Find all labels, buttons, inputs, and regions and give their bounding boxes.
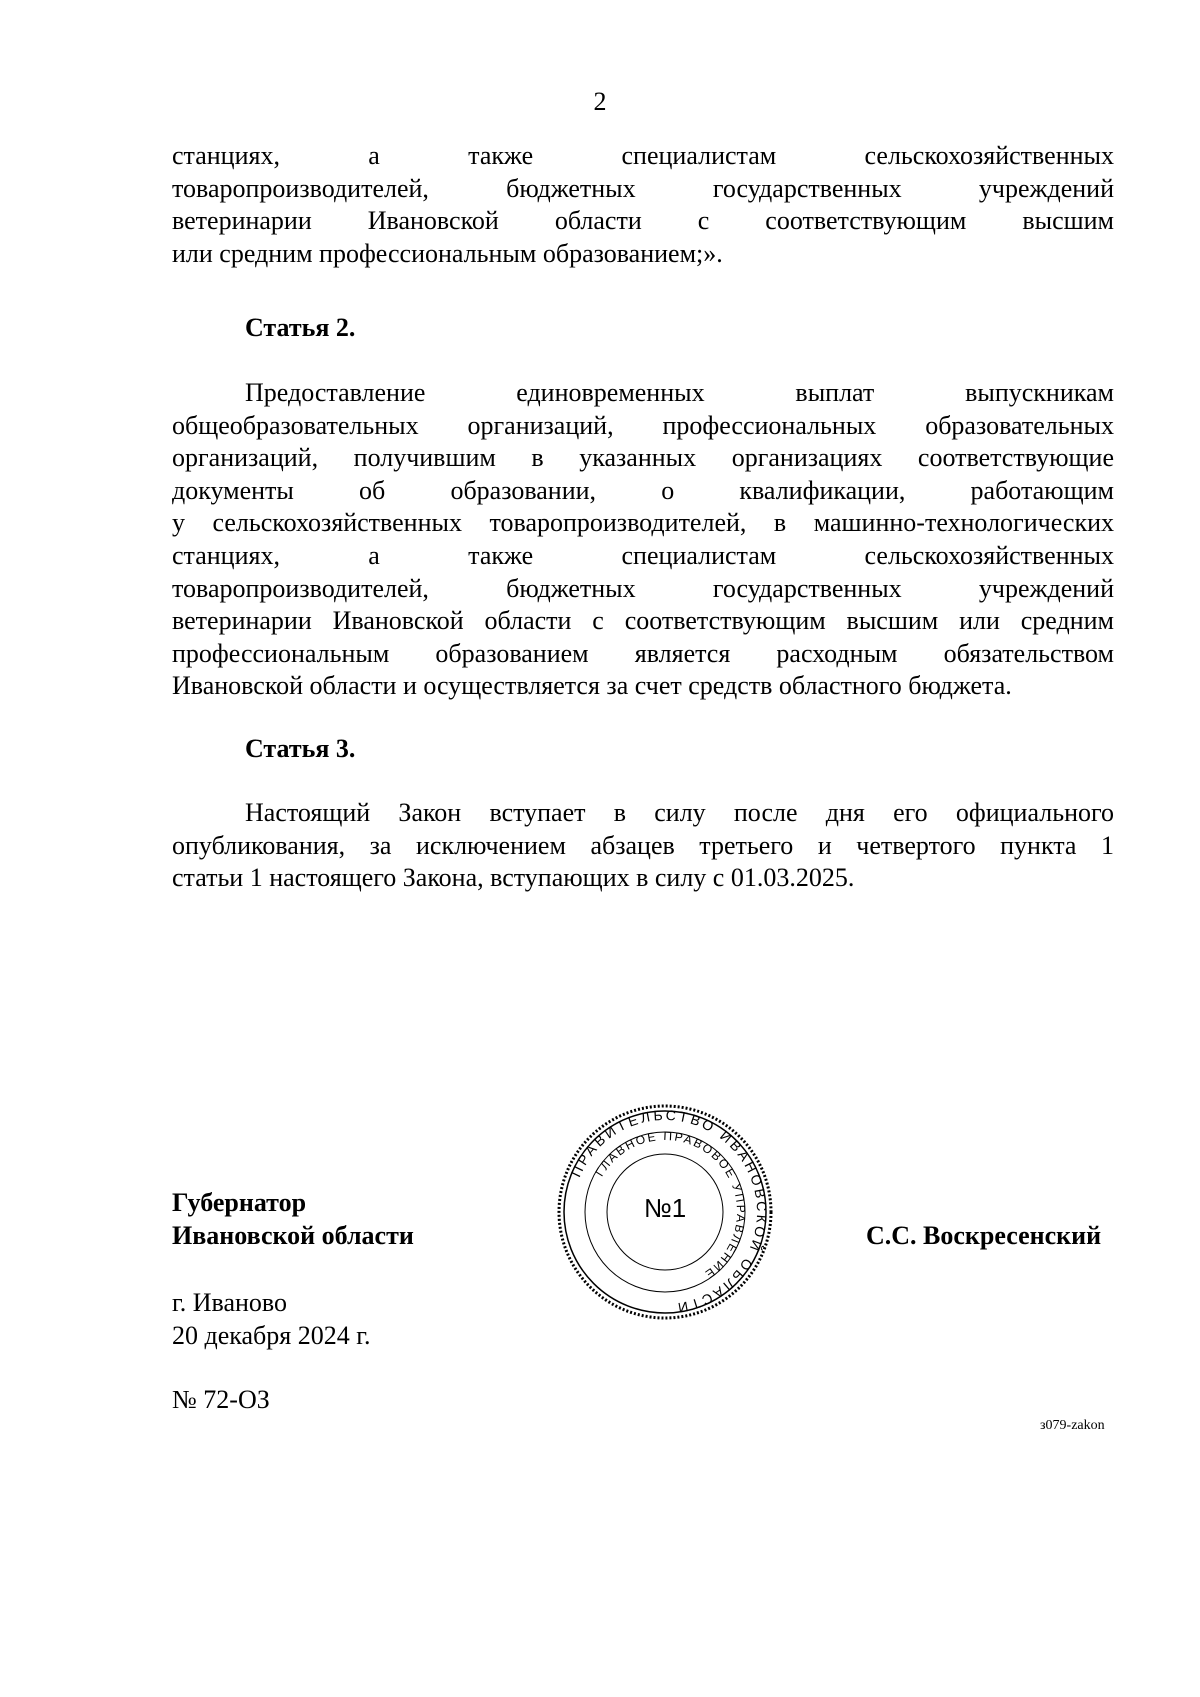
document-code: з079-zakon [1040, 1418, 1105, 1433]
signatory-name: С.С. Воскресенский [866, 1221, 1102, 1250]
text-line: Настоящий Закон вступает в силу после дня его официального [245, 798, 1114, 827]
text-line: Ивановской области и осуществляется за счет средств областного бюджета. [172, 671, 1012, 701]
text-line: ветеринарии Ивановской области с соответствующим высшим или средним [172, 606, 1114, 636]
text-line: станциях, а также специалистам сельскохозяйственных [172, 540, 1114, 570]
text-line: у сельскохозяйственных товаропроизводителей, в машинно-технологических [172, 508, 1114, 538]
text-line: статьи 1 настоящего Закона, вступающих в силу с 01.03.2025. [172, 863, 855, 893]
text-line: организаций, получившим в указанных организациях соответствующие [172, 443, 1114, 473]
continuation-paragraph [172, 140, 1114, 270]
signatory-title-line: Губернатор [172, 1188, 307, 1217]
place: г. Иваново [172, 1288, 287, 1317]
text-line: товаропроизводителей, бюджетных государственных учреждений [172, 573, 1114, 603]
seal-outer-text: ПРАВИТЕЛЬСТВО ИВАНОВСКОЙ ОБЛАСТИ [567, 1106, 771, 1317]
signatory-title [172, 1186, 414, 1252]
official-seal [555, 1102, 775, 1322]
text-line: документы об образовании, о квалификации, работающим [172, 475, 1114, 505]
seal-inner-text: ГЛАВНОЕ ПРАВОВОЕ УПРАВЛЕНИЕ [592, 1128, 749, 1283]
law-number: № 72-ОЗ [172, 1385, 270, 1414]
signatory-title-line: Ивановской области [172, 1221, 414, 1250]
text-line: Предоставление единовременных выплат выпускникам [245, 378, 1114, 407]
text-line: профессиональным образованием является расходным обязательством [172, 638, 1114, 668]
page-number: 2 [593, 87, 607, 116]
text-line: общеобразовательных организаций, профессиональных образовательных [172, 410, 1114, 440]
text-line: станциях, а также специалистам сельскохозяйственных [172, 141, 1114, 170]
text-line: ветеринарии Ивановской области с соответствующим высшим [172, 206, 1114, 236]
article-2-heading: Статья 2. [245, 313, 356, 342]
article-2-paragraph [172, 377, 1114, 703]
article-3-paragraph [172, 797, 1114, 895]
date: 20 декабря 2024 г. [172, 1321, 371, 1350]
seal-number: №1 [643, 1193, 687, 1223]
text-line: товаропроизводителей, бюджетных государственных учреждений [172, 173, 1114, 203]
article-3-heading: Статья 3. [245, 734, 356, 763]
text-line: или средним профессиональным образованием;». [172, 238, 723, 268]
text-line: опубликования, за исключением абзацев третьего и четвертого пункта 1 [172, 830, 1114, 860]
place-and-date [172, 1286, 370, 1352]
